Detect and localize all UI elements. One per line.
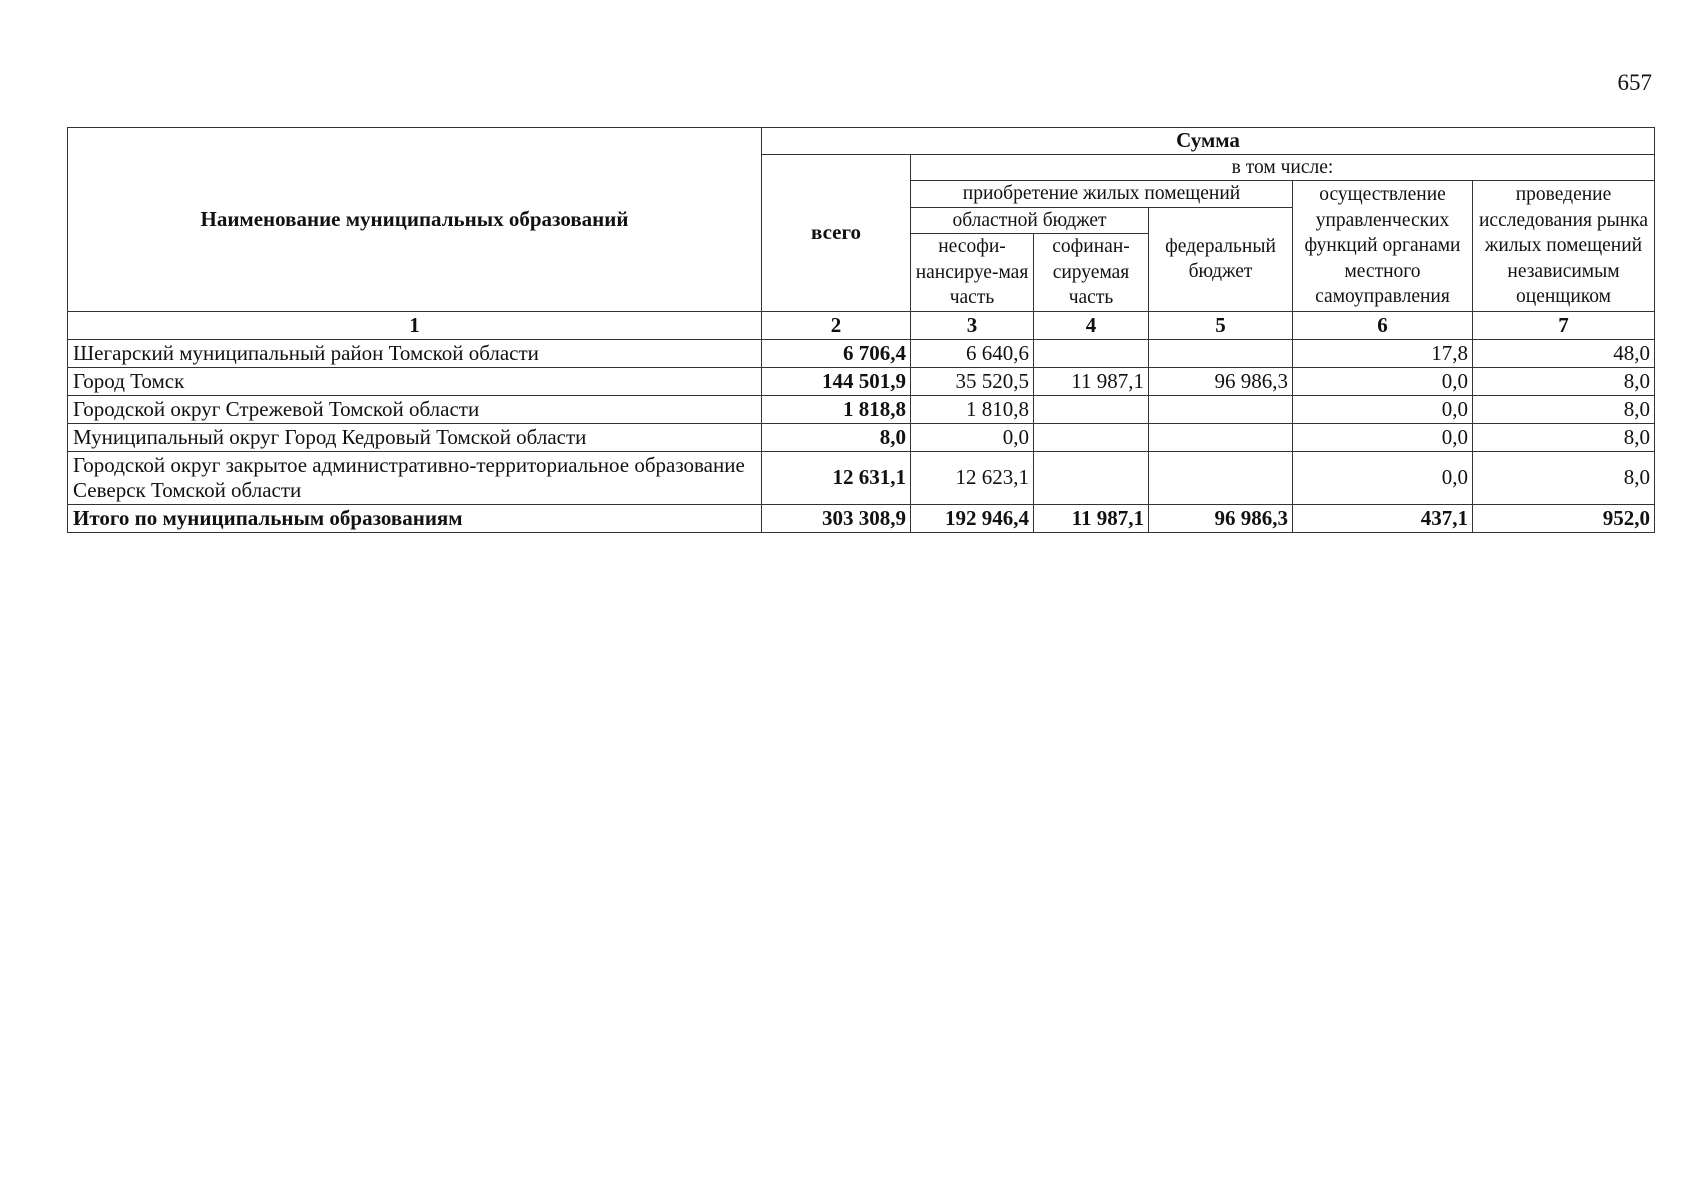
research-value: 48,0 [1473,339,1655,367]
municipality-name: Шегарский муниципальный район Томской области [68,339,762,367]
header-sum: Сумма [762,128,1655,155]
header-regional-budget: областной бюджет [911,207,1149,234]
federal-value: 96 986,3 [1149,504,1293,532]
total-value: 144 501,9 [762,367,911,395]
column-number: 4 [1034,311,1149,339]
research-value: 8,0 [1473,395,1655,423]
cofinanced-value [1034,395,1149,423]
non-cofinanced-value: 0,0 [911,423,1034,451]
research-value: 8,0 [1473,367,1655,395]
cofinanced-value: 11 987,1 [1034,367,1149,395]
cofinanced-value [1034,451,1149,504]
research-value: 952,0 [1473,504,1655,532]
federal-value [1149,451,1293,504]
federal-value [1149,339,1293,367]
management-value: 0,0 [1293,367,1473,395]
non-cofinanced-value: 6 640,6 [911,339,1034,367]
column-number: 1 [68,311,762,339]
header-federal-budget: федеральный бюджет [1149,207,1293,311]
page-number: 657 [1617,70,1652,95]
subsidy-table [67,127,1655,533]
cofinanced-value [1034,423,1149,451]
totals-row [68,504,1655,532]
column-number: 6 [1293,311,1473,339]
column-number: 2 [762,311,911,339]
header-municipality-name: Наименование муниципальных образований [68,128,762,312]
municipality-name: Город Томск [68,367,762,395]
management-value: 0,0 [1293,395,1473,423]
total-value: 303 308,9 [762,504,911,532]
column-number: 5 [1149,311,1293,339]
research-value: 8,0 [1473,451,1655,504]
total-value: 6 706,4 [762,339,911,367]
header-market-research: проведение исследования рынка жилых помещений независимым оценщиком [1473,181,1655,312]
table-row [68,339,1655,367]
column-number: 3 [911,311,1034,339]
table-row [68,395,1655,423]
management-value: 17,8 [1293,339,1473,367]
federal-value [1149,395,1293,423]
federal-value: 96 986,3 [1149,367,1293,395]
non-cofinanced-value: 35 520,5 [911,367,1034,395]
federal-value [1149,423,1293,451]
table-row [68,423,1655,451]
header-management-functions: осуществление управленческих функций органами местного самоуправления [1293,181,1473,312]
total-value: 8,0 [762,423,911,451]
table-row [68,451,1655,504]
header-housing-acquisition: приобретение жилых помещений [911,181,1293,208]
header-cofinanced: софинан-сируемая часть [1034,234,1149,312]
header-non-cofinanced: несофи-нансируе-мая часть [911,234,1034,312]
table-row [68,367,1655,395]
management-value: 0,0 [1293,423,1473,451]
cofinanced-value: 11 987,1 [1034,504,1149,532]
non-cofinanced-value: 1 810,8 [911,395,1034,423]
municipality-name: Городской округ Стрежевой Томской области [68,395,762,423]
municipality-name: Городской округ закрытое административно-территориальное образование Северск Томской области [68,451,762,504]
management-value: 437,1 [1293,504,1473,532]
non-cofinanced-value: 192 946,4 [911,504,1034,532]
column-numbers-row [68,311,1655,339]
total-value: 12 631,1 [762,451,911,504]
header-total: всего [762,154,911,311]
header-including: в том числе: [911,154,1655,181]
non-cofinanced-value: 12 623,1 [911,451,1034,504]
column-number: 7 [1473,311,1655,339]
total-value: 1 818,8 [762,395,911,423]
totals-label: Итого по муниципальным образованиям [68,504,762,532]
management-value: 0,0 [1293,451,1473,504]
research-value: 8,0 [1473,423,1655,451]
municipality-name: Муниципальный округ Город Кедровый Томской области [68,423,762,451]
cofinanced-value [1034,339,1149,367]
